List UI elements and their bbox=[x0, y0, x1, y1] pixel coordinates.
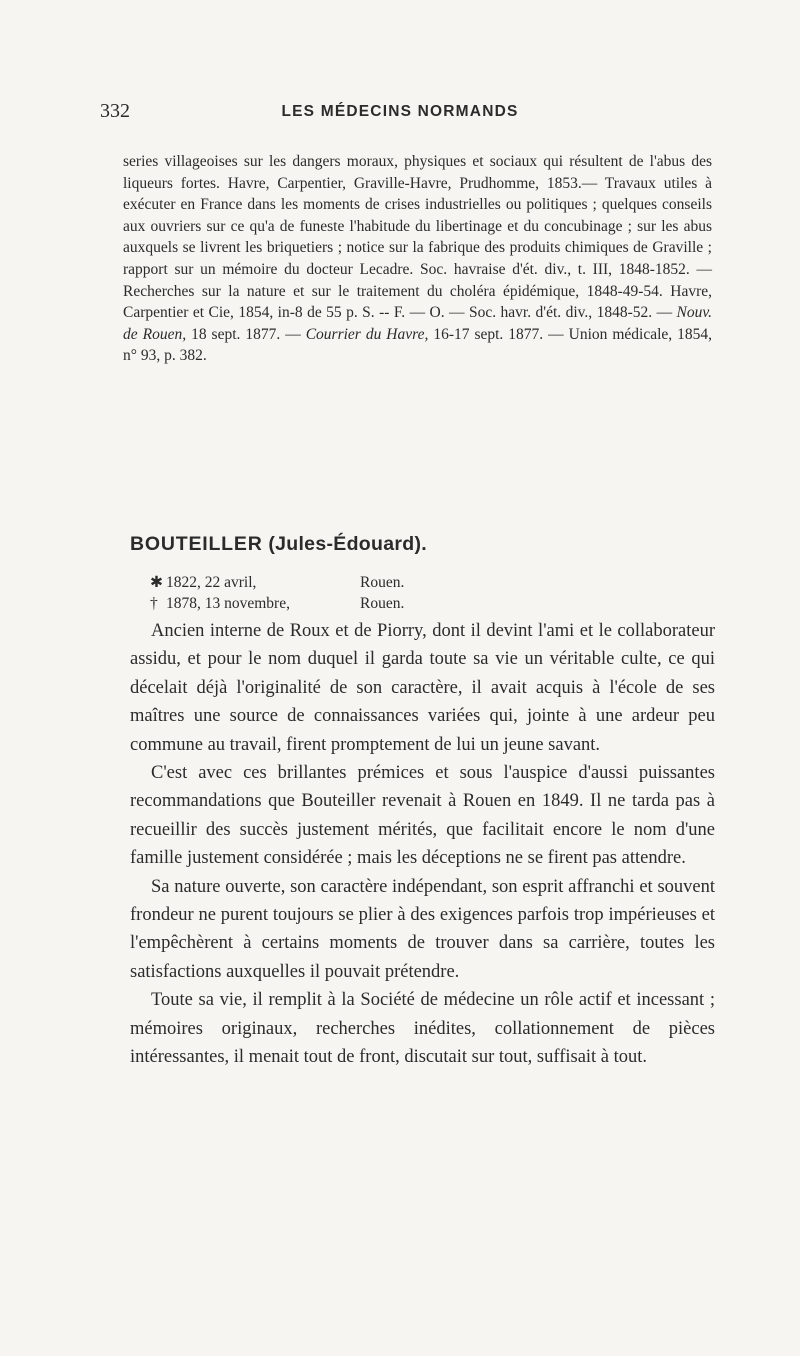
bibliography-block bbox=[123, 151, 712, 367]
entry-heading bbox=[130, 533, 690, 556]
page-number: 332 bbox=[100, 100, 130, 122]
bibliography-part-2: 18 sept. 1877. — bbox=[191, 325, 301, 343]
biography-body bbox=[130, 617, 715, 1072]
running-title: LES MÉDECINS NORMANDS bbox=[281, 103, 519, 120]
birth-place: Rouen. bbox=[360, 574, 405, 591]
entry-given-names: (Jules-Édouard). bbox=[268, 533, 427, 555]
death-date: 1878, 13 novembre, bbox=[166, 595, 290, 612]
birth-star-icon: ✱ bbox=[150, 574, 163, 591]
birth-date: 1822, 22 avril, bbox=[166, 574, 257, 591]
death-dagger-icon: † bbox=[150, 595, 158, 612]
bibliography-italic-2: Courrier du Havre, bbox=[305, 325, 429, 343]
paragraph: C'est avec ces brillantes prémices et sous l'auspice d'aussi puissantes recommandations que Bouteiller revenait à Rouen en 1849. Il ne tarda pas à recueillir des succès justement mérités, que facilitait encore le nom d'une famille justement considérée ; mais les déceptions ne se firent pas attendre. bbox=[130, 763, 715, 869]
paragraph: Sa nature ouverte, son caractère indépendant, son esprit affranchi et souvent frondeur ne purent toujours se plier à des exigences parfois trop impérieuses et l'empêchèrent à certains moments de trouver dans sa carrière, toutes les satisfactions auxquelles il pouvait prétendre. bbox=[130, 876, 715, 982]
bibliography-part-1: series villageoises sur les dangers moraux, physiques et sociaux qui résultent de l'abus des liqueurs fortes. Havre, Carpentier, Graville-Havre, Prudhomme, 1853.— Travaux utiles à exécuter en France dans les moments de crises industrielles ou politiques ; quelques conseils aux ouvriers sur ce qu'a de funeste l'habitude du libertinage et du concubinage ; sur les abus auxquels se livrent les briquetiers ; notice sur la fabrique des produits chimiques de Graville ; rapport sur un mémoire du docteur Lecadre. Soc. havraise d'ét. div., t. III, 1848-1852. — Recherches sur la nature et sur le traitement du choléra épidémique, 1848-49-54. Havre, Carpentier et Cie, 1854, in-8 de 55 p. S. -- F. — O. — Soc. havr. d'ét. div., 1848-52. — bbox=[123, 153, 712, 322]
birth-row bbox=[150, 572, 404, 593]
bibliography-text bbox=[123, 151, 712, 367]
death-row bbox=[150, 593, 404, 614]
paragraph: Toute sa vie, il remplit à la Société de médecine un rôle actif et incessant ; mémoires originaux, recherches inédites, collationnement de pièces intéressantes, il menait tout de front, discutait sur tout, suffisait à tout. bbox=[130, 990, 715, 1068]
bibliography-italic-1: Nouv. de Rouen, bbox=[123, 304, 712, 343]
page-header bbox=[0, 100, 800, 130]
death-place: Rouen. bbox=[360, 595, 405, 612]
paragraph: Ancien interne de Roux et de Piorry, dont il devint l'ami et le collaborateur assidu, et pour le nom duquel il garda toute sa vie un véritable culte, ce qui décelait déjà l'originalité de son caractère, il avait acquis à l'école de ses maîtres une source de connaissances variées qui, jointe à une ardeur peu commune au travail, firent promptement de lui un jeune savant. bbox=[130, 621, 715, 755]
life-dates bbox=[150, 572, 404, 614]
entry-surname: BOUTEILLER bbox=[130, 533, 263, 555]
bibliography-part-3: 16-17 sept. 1877. — Union médicale, 1854, n° 93, p. 382. bbox=[123, 325, 713, 365]
